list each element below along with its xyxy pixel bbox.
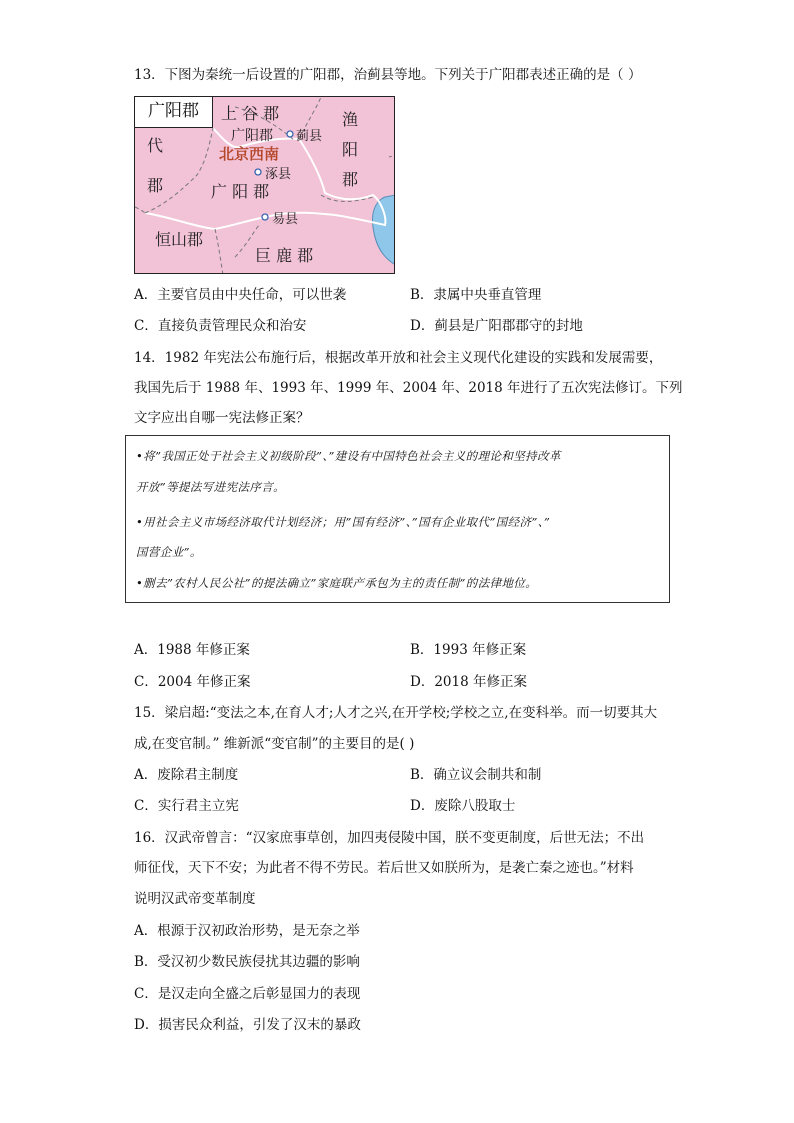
- label-shanggu: 上 谷 郡: [221, 104, 280, 123]
- q16-stem-line-2: 师征伐，天下不安；为此者不得不劳民。若后世又如朕所为，是袭亡秦之迹也。”材料: [134, 860, 634, 876]
- label-jun-east: 郡: [342, 170, 359, 189]
- excerpt-line-2: 开放”等提法写进宪法序言。: [136, 480, 286, 494]
- q13-option-c[interactable]: C．直接负责管理民众和治安: [134, 318, 307, 334]
- amendment-excerpt-box: [125, 435, 670, 603]
- q16-option-b[interactable]: B．受汉初少数民族侵扰其边疆的影响: [134, 954, 360, 970]
- q14-stem-line-1: 14．1982 年宪法公布施行后，根据改革开放和社会主义现代化建设的实践和发展需要，: [134, 350, 663, 366]
- q16-stem-line-3: 说明汉武帝变革制度: [134, 891, 256, 907]
- q15-option-c[interactable]: C．实行君主立宪: [134, 798, 239, 814]
- q16-option-d[interactable]: D．损害民众利益，引发了汉末的暴政: [134, 1017, 361, 1033]
- label-hengshan: 恒山郡: [155, 230, 204, 249]
- q15-option-a[interactable]: A．废除君主制度: [134, 767, 239, 783]
- q15-stem-line-1: 15．梁启超:“变法之本,在育人才;人才之兴,在开学校;学校之立,在变科举。而一切要其大: [134, 705, 658, 721]
- q14-option-b[interactable]: B．1993 年修正案: [410, 642, 527, 658]
- q15-option-d[interactable]: D．废除八股取士: [410, 798, 516, 814]
- q16-stem-line-1: 16．汉武帝曾言：“汉家庶事草创，加四夷侵陵中国，朕不变更制度，后世无法；不出: [134, 830, 645, 846]
- label-yang: 阳: [342, 140, 359, 159]
- map-title: 广阳郡: [135, 97, 213, 128]
- label-zhuoxian: 涿县: [265, 167, 292, 182]
- q15-option-b[interactable]: B．确立议会制共和制: [410, 767, 542, 783]
- label-dai: 代: [147, 136, 164, 155]
- label-beijing-sw: 北京西南: [219, 145, 280, 163]
- q16-option-c[interactable]: C．是汉走向全盛之后彰显国力的表现: [134, 986, 361, 1002]
- excerpt-line-1: •将”我国正处于社会主义初级阶段”、”建设有中国特色社会主义的理论和坚持改革: [136, 449, 561, 463]
- excerpt-line-5: •删去”农村人民公社”的提法确立”家庭联产承包为主的责任制”的法律地位。: [136, 576, 538, 590]
- label-yu: 渔: [342, 110, 359, 129]
- q15-stem-line-2: 成,在变官制。” 维新派“变官制”的主要目的是( ): [134, 736, 415, 752]
- q13-option-d[interactable]: D．蓟县是广阳郡郡守的封地: [410, 318, 583, 334]
- guangyang-map: [134, 96, 395, 274]
- label-guangyang-small: 广阳郡: [231, 128, 273, 144]
- q14-option-d[interactable]: D．2018 年修正案: [410, 674, 527, 690]
- q14-stem-line-2: 我国先后于 1988 年、1993 年、1999 年、2004 年、2018 年进行了五次宪法修订。下列: [134, 380, 683, 396]
- q13-option-a[interactable]: A．主要官员由中央任命，可以世袭: [134, 287, 347, 303]
- excerpt-line-3: •用社会主义市场经济取代计划经济；用”国有经济”、”国有企业取代”国经济”、”: [136, 515, 551, 529]
- q14-stem-line-3: 文字应出自哪一宪法修正案？: [134, 410, 310, 426]
- q16-option-a[interactable]: A．根源于汉初政治形势，是无奈之举: [134, 923, 360, 939]
- q14-option-c[interactable]: C．2004 年修正案: [134, 674, 251, 690]
- excerpt-line-4: 国营企业”。: [136, 545, 202, 559]
- label-jun-west: 郡: [147, 176, 164, 195]
- q13-option-b[interactable]: B．隶属中央垂直管理: [410, 287, 542, 303]
- q13-stem: 13．下图为秦统一后设置的广阳郡，治蓟县等地。下列关于广阳郡表述正确的是（ ）: [134, 67, 642, 83]
- label-julu: 巨 鹿 郡: [255, 246, 314, 265]
- label-yixian: 易县: [272, 212, 299, 227]
- label-guangyang-big: 广 阳 郡: [211, 182, 270, 201]
- q14-option-a[interactable]: A．1988 年修正案: [134, 642, 250, 658]
- label-jixian: 蓟县: [296, 129, 323, 144]
